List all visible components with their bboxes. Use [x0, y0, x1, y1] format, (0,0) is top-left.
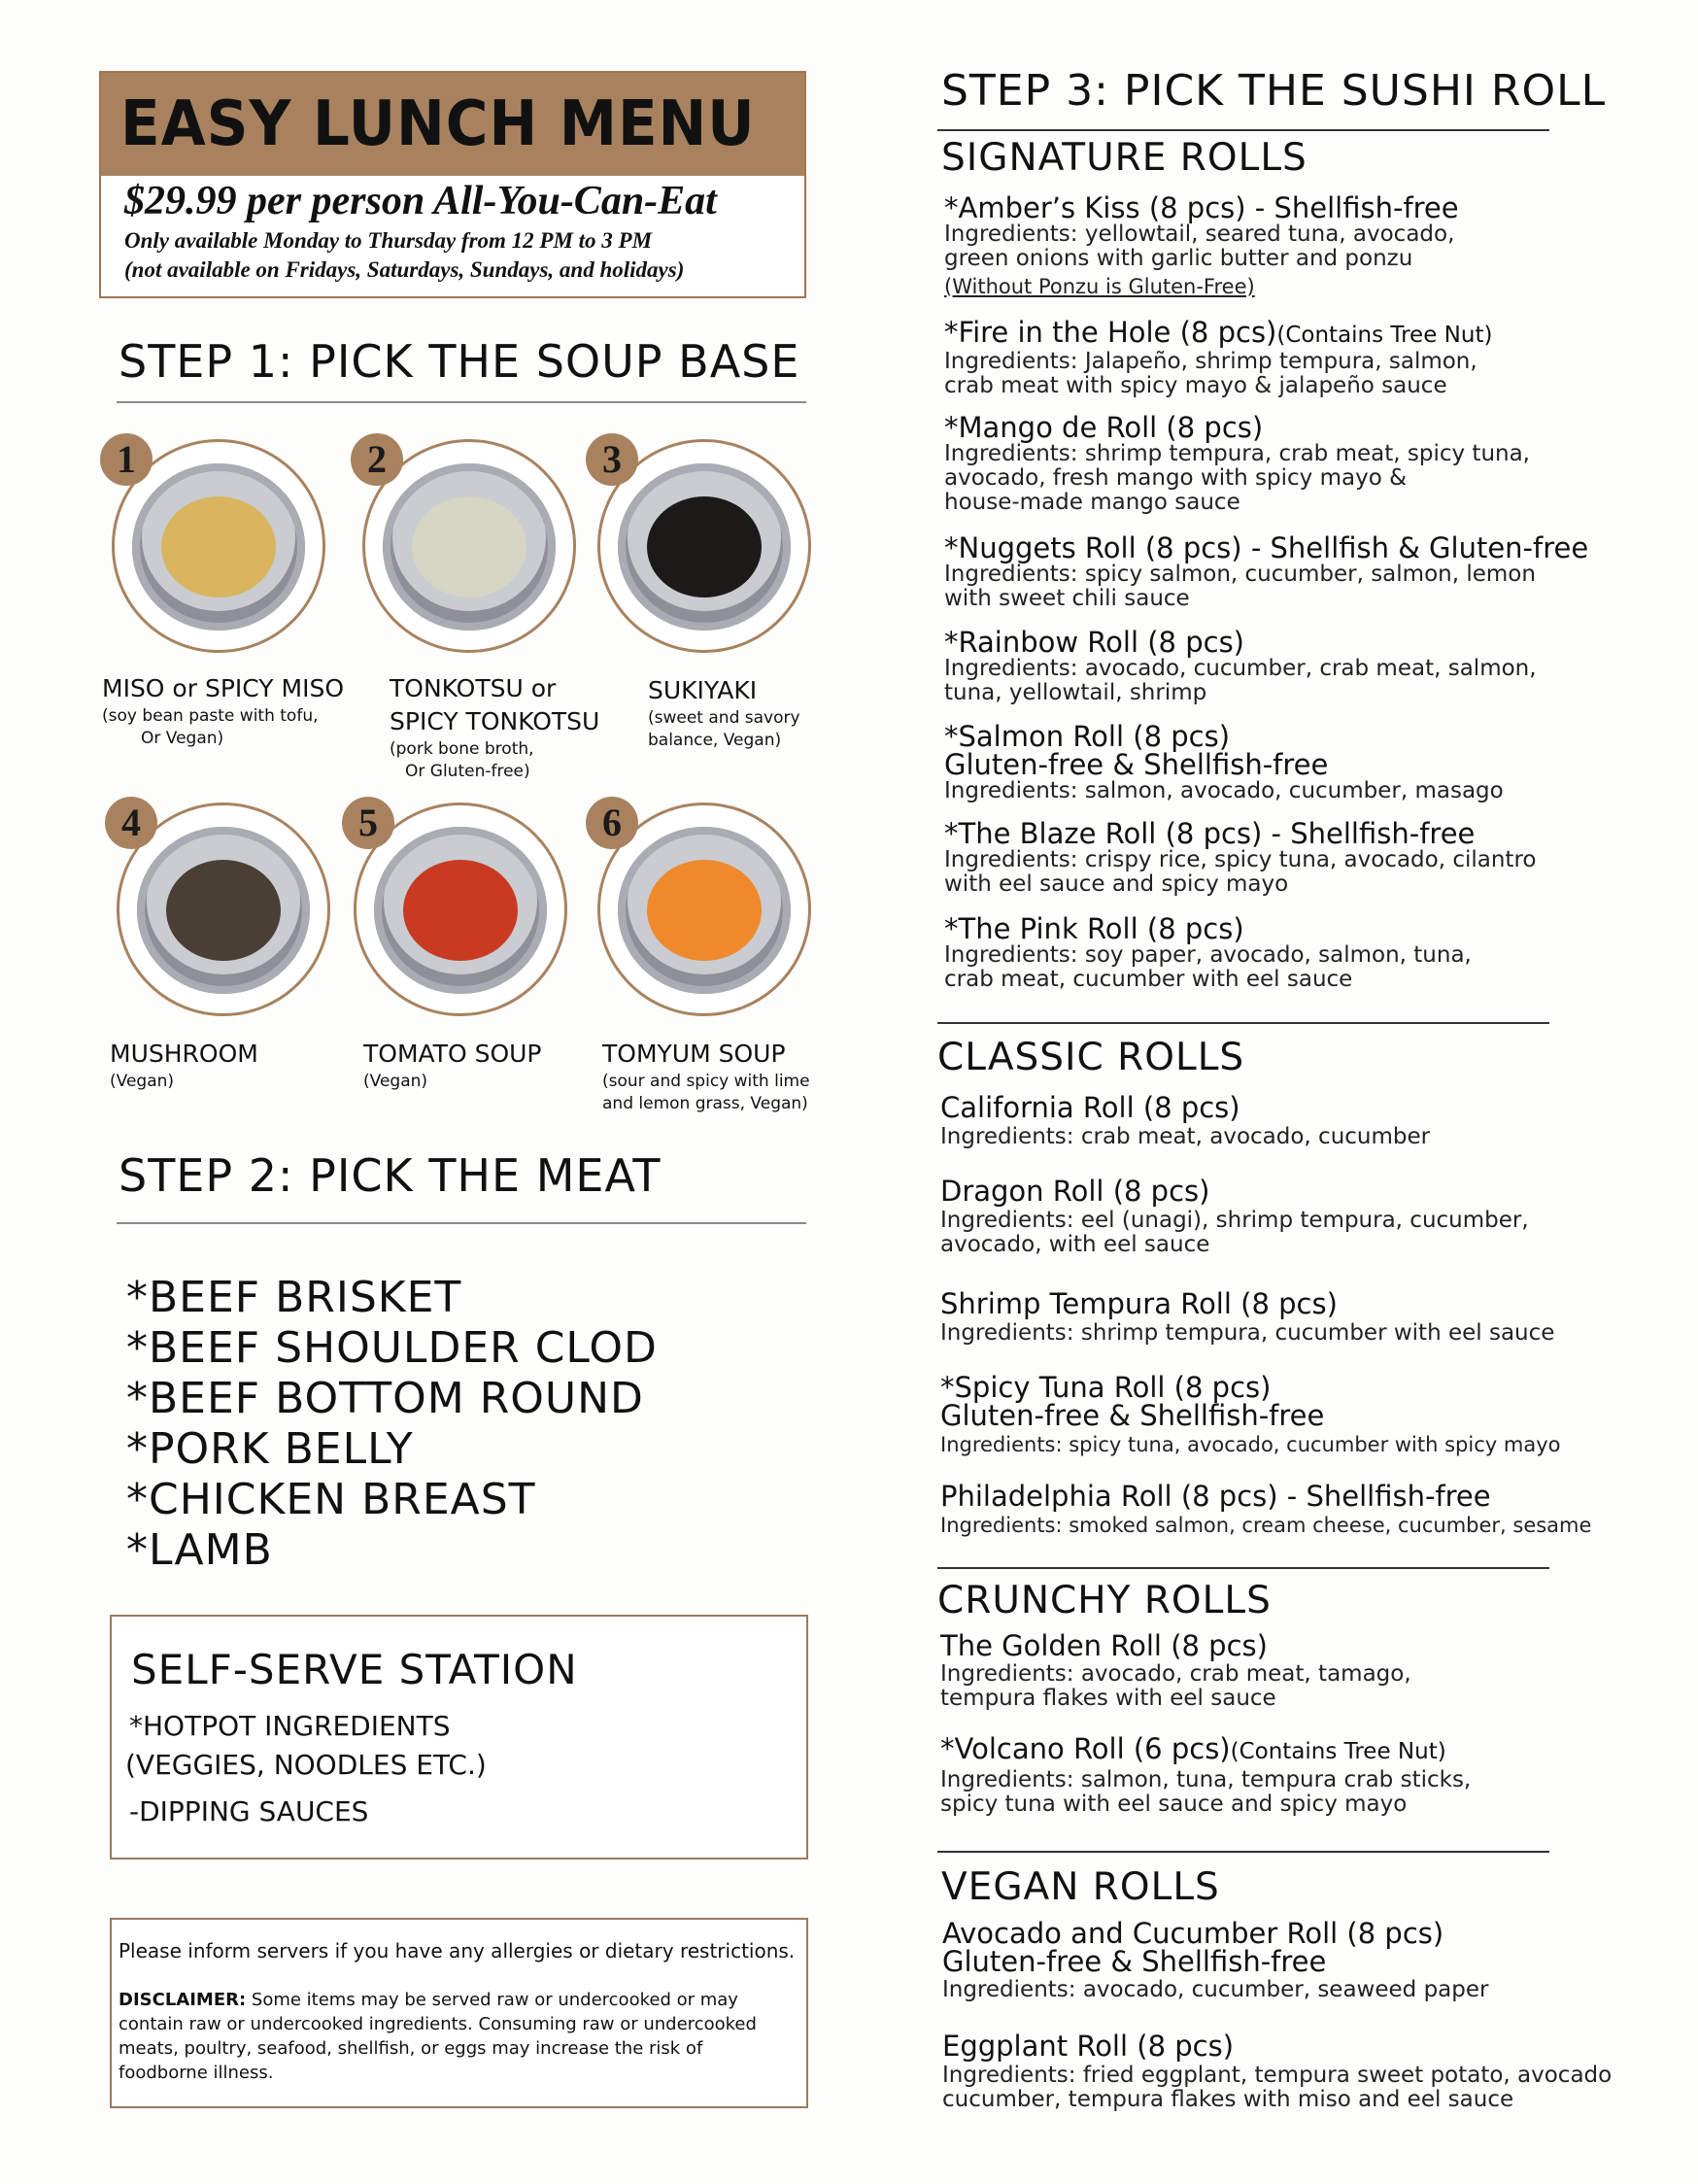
roll-item[interactable] [940, 1480, 1620, 1538]
roll-ingredients: Ingredients: salmon, tuna, tempura crab sticks, [940, 1767, 1472, 1792]
roll-ingredients: Ingredients: eel (unagi), shrimp tempura, cucumber, [940, 1208, 1529, 1233]
step1-heading: STEP 1: PICK THE SOUP BASE [119, 335, 800, 388]
soup-label-1 [102, 672, 344, 750]
roll-ingredients: with sweet chili sauce [944, 586, 1190, 611]
meat-item[interactable]: *LAMB [126, 1525, 273, 1575]
roll-item[interactable] [940, 1629, 1620, 1711]
roll-name: *Salmon Roll (8 pcs) [944, 720, 1231, 753]
title-band [101, 73, 804, 176]
meat-item[interactable]: *BEEF SHOULDER CLOD [126, 1323, 658, 1373]
menu-title: EASY LUNCH MENU [120, 88, 756, 160]
roll-name: *Spicy Tuna Roll (8 pcs) [940, 1371, 1272, 1404]
roll-ingredients: avocado, fresh mango with spicy mayo & [944, 465, 1408, 491]
roll-name: The Golden Roll (8 pcs) [940, 1629, 1268, 1662]
soup-name: MUSHROOM [110, 1040, 258, 1068]
step2-heading: STEP 2: PICK THE MEAT [119, 1149, 662, 1202]
soup-bowl-1[interactable] [112, 439, 325, 653]
title-box [99, 71, 806, 298]
soup-note: (soy bean paste with tofu, [102, 706, 319, 726]
self-serve-box [110, 1615, 808, 1860]
signature-rolls [944, 191, 1624, 1010]
roll-ingredients: Ingredients: smoked salmon, cream cheese, cucumber, sesame [940, 1514, 1592, 1537]
self-serve-line: (VEGGIES, NOODLES ETC.) [125, 1749, 487, 1781]
soup-label-3 [648, 674, 800, 752]
roll-item[interactable] [944, 191, 1624, 299]
price: $29.99 per person All-You-Can-Eat [124, 179, 717, 223]
allergy-notice: Please inform servers if you have any allergies or dietary restrictions. [119, 1939, 796, 1962]
roll-ingredients: Ingredients: salmon, avocado, cucumber, masago [944, 778, 1504, 803]
disclaimer-line: contain raw or undercooked ingredients. Consuming raw or undercooked [119, 2014, 757, 2034]
soup-bowl-6[interactable] [597, 802, 811, 1016]
divider [937, 1567, 1549, 1569]
soup-note: (Vegan) [363, 1072, 428, 1091]
pot-icon [383, 463, 556, 631]
roll-item[interactable] [940, 1371, 1620, 1457]
roll-item[interactable] [944, 912, 1624, 992]
soup-note: (pork bone broth, [390, 739, 534, 759]
divider [937, 129, 1549, 131]
soup-bowl-2[interactable] [362, 439, 576, 653]
classic-rolls [940, 1091, 1620, 1551]
broth [647, 496, 762, 597]
roll-ingredients: Ingredients: Jalapeño, shrimp tempura, salmon, [944, 349, 1477, 374]
soup-bowl-5[interactable] [354, 802, 567, 1016]
soup-name: SUKIYAKI [648, 676, 758, 704]
pot-icon [137, 827, 310, 994]
meat-item[interactable]: *BEEF BOTTOM ROUND [126, 1374, 644, 1423]
step3-heading: STEP 3: PICK THE SUSHI ROLL [941, 66, 1607, 116]
roll-item[interactable] [940, 1287, 1620, 1346]
roll-name: Philadelphia Roll (8 pcs) - Shellfish-free [940, 1480, 1491, 1513]
disclaimer-line: meats, poultry, seafood, shellfish, or eggs may increase the risk of [119, 2038, 703, 2059]
soup-note: Or Vegan) [141, 729, 224, 748]
roll-name: Eggplant Roll (8 pcs) [942, 2030, 1235, 2063]
roll-item[interactable] [944, 316, 1624, 398]
disclaimer-text: Some items may be served raw or undercooked or may [246, 1990, 738, 2010]
soup-number: 4 [105, 797, 157, 849]
roll-item[interactable] [942, 1917, 1622, 2002]
classic-heading: CLASSIC ROLLS [937, 1036, 1245, 1079]
soup-note: and lemon grass, Vegan) [602, 1094, 808, 1113]
roll-ingredients: with eel sauce and spicy mayo [944, 871, 1289, 897]
roll-name: *Mango de Roll (8 pcs) [944, 411, 1264, 444]
exclusions: (not available on Fridays, Saturdays, Sundays, and holidays) [124, 257, 685, 282]
soup-name: MISO or SPICY MISO [102, 674, 344, 702]
soup-note: (Vegan) [110, 1072, 175, 1091]
vegan-heading: VEGAN ROLLS [941, 1865, 1220, 1909]
pot-icon [618, 827, 791, 994]
roll-ingredients: Ingredients: fried eggplant, tempura sweet potato, avocado [942, 2063, 1613, 2088]
roll-name: *Fire in the Hole (8 pcs) [944, 316, 1277, 349]
broth [412, 496, 526, 597]
roll-name: Avocado and Cucumber Roll (8 pcs) [942, 1917, 1444, 1950]
roll-ingredients: Ingredients: spicy salmon, cucumber, salmon, lemon [944, 562, 1536, 587]
self-serve-line: -DIPPING SAUCES [129, 1795, 369, 1827]
soup-number: 1 [100, 433, 153, 486]
crunchy-heading: CRUNCHY ROLLS [937, 1579, 1272, 1622]
roll-name: Dragon Roll (8 pcs) [940, 1175, 1210, 1208]
signature-heading: SIGNATURE ROLLS [941, 136, 1307, 180]
crunchy-rolls [940, 1629, 1620, 1826]
pot-icon [618, 463, 791, 631]
roll-name-line2: Gluten-free & Shellfish-free [942, 1945, 1327, 1978]
meat-item[interactable]: *BEEF BRISKET [126, 1273, 462, 1322]
roll-name: Shrimp Tempura Roll (8 pcs) [940, 1287, 1338, 1320]
meat-item[interactable]: *CHICKEN BREAST [126, 1475, 536, 1524]
divider [117, 1222, 806, 1224]
roll-name: *Rainbow Roll (8 pcs) [944, 626, 1244, 659]
roll-ingredients: crab meat with spicy mayo & jalapeño sauce [944, 373, 1447, 398]
roll-ingredients: Ingredients: avocado, cucumber, crab meat, salmon, [944, 656, 1537, 681]
roll-ingredients: tuna, yellowtail, shrimp [944, 680, 1207, 705]
soup-label-2 [390, 672, 599, 783]
roll-ingredients: tempura flakes with eel sauce [940, 1686, 1276, 1711]
roll-item[interactable] [944, 626, 1624, 705]
vegan-rolls [942, 1917, 1661, 2124]
soup-label-4 [110, 1038, 258, 1093]
broth [647, 860, 762, 961]
roll-ingredients: Ingredients: soy paper, avocado, salmon, tuna, [944, 942, 1472, 968]
roll-ingredients: green onions with garlic butter and ponzu [944, 246, 1413, 271]
roll-item[interactable] [940, 1177, 1620, 1257]
soup-bowl-4[interactable] [117, 802, 330, 1016]
roll-name: *The Pink Roll (8 pcs) [944, 912, 1244, 945]
meat-list [126, 1273, 658, 1576]
divider [937, 1851, 1549, 1853]
roll-note: (Without Ponzu is Gluten-Free) [944, 275, 1255, 298]
availability: Only available Monday to Thursday from 12 PM to 3 PM [124, 228, 653, 253]
roll-ingredients: Ingredients: crab meat, avocado, cucumber [940, 1124, 1431, 1149]
roll-item[interactable] [942, 2032, 1622, 2112]
disclaimer-line [119, 1988, 738, 2012]
soup-label-5 [363, 1038, 542, 1093]
roll-name-line [940, 1732, 1620, 1766]
soup-note: (sour and spicy with lime [602, 1072, 810, 1091]
pot-icon [374, 827, 547, 994]
divider [937, 1022, 1549, 1024]
roll-name: *Nuggets Roll (8 pcs) - Shellfish & Gluten-free [944, 531, 1589, 564]
allergen-tag: (Contains Tree Nut) [1276, 323, 1493, 348]
disclaimer-box [110, 1918, 808, 2108]
roll-ingredients: house-made mango sauce [944, 490, 1240, 515]
roll-item[interactable] [944, 720, 1624, 803]
roll-item[interactable] [940, 1091, 1620, 1149]
roll-ingredients: Ingredients: shrimp tempura, cucumber with eel sauce [940, 1320, 1555, 1346]
roll-name: *Amber’s Kiss (8 pcs) - Shellfish-free [944, 191, 1459, 224]
soup-name: TOMATO SOUP [363, 1040, 542, 1068]
broth [403, 860, 518, 961]
allergen-tag: (Contains Tree Nut) [1230, 1739, 1446, 1764]
soup-name: TONKOTSU or [390, 674, 557, 702]
soup-number: 2 [351, 433, 403, 486]
roll-name-line2: Gluten-free & Shellfish-free [940, 1399, 1325, 1432]
roll-ingredients: Ingredients: avocado, cucumber, seaweed paper [942, 1977, 1489, 2002]
soup-note: Or Gluten-free) [405, 762, 530, 781]
roll-ingredients: cucumber, tempura flakes with miso and eel sauce [942, 2087, 1514, 2112]
broth [166, 860, 281, 961]
pot-icon [132, 463, 305, 631]
roll-ingredients: Ingredients: shrimp tempura, crab meat, spicy tuna, [944, 441, 1530, 466]
roll-item[interactable] [944, 411, 1624, 515]
roll-ingredients: crab meat, cucumber with eel sauce [944, 967, 1353, 992]
roll-item[interactable] [944, 817, 1624, 897]
soup-name: TOMYUM SOUP [602, 1040, 786, 1068]
roll-name-line [944, 316, 1624, 350]
meat-item[interactable]: *PORK BELLY [126, 1424, 414, 1474]
soup-label-6 [602, 1038, 810, 1115]
roll-ingredients: Ingredients: crispy rice, spicy tuna, avocado, cilantro [944, 847, 1537, 872]
roll-ingredients: spicy tuna with eel sauce and spicy mayo [940, 1792, 1408, 1817]
roll-ingredients: Ingredients: avocado, crab meat, tamago, [940, 1661, 1411, 1687]
roll-name: California Roll (8 pcs) [940, 1091, 1240, 1124]
roll-name-line2: Gluten-free & Shellfish-free [944, 748, 1329, 781]
soup-number: 5 [342, 797, 394, 849]
roll-item[interactable] [940, 1732, 1620, 1817]
disclaimer-line: foodborne illness. [119, 2063, 274, 2083]
self-serve-line: *HOTPOT INGREDIENTS [129, 1710, 451, 1742]
roll-name: *Volcano Roll (6 pcs) [940, 1732, 1231, 1765]
soup-name-line2: SPICY TONKOTSU [390, 707, 600, 735]
soup-number: 6 [586, 797, 638, 849]
soup-note: (sweet and savory [648, 708, 800, 728]
broth [161, 496, 276, 597]
roll-ingredients: Ingredients: spicy tuna, avocado, cucumber with spicy mayo [940, 1433, 1561, 1456]
roll-ingredients: avocado, with eel sauce [940, 1232, 1210, 1257]
roll-ingredients: Ingredients: yellowtail, seared tuna, avocado, [944, 222, 1455, 247]
roll-item[interactable] [944, 531, 1624, 611]
soup-number: 3 [586, 433, 638, 486]
roll-name: *The Blaze Roll (8 pcs) - Shellfish-free [944, 817, 1476, 850]
self-serve-title: SELF-SERVE STATION [131, 1646, 578, 1693]
soup-bowl-3[interactable] [597, 439, 811, 653]
soup-note: balance, Vegan) [648, 731, 782, 750]
divider [117, 401, 806, 403]
disclaimer-label: DISCLAIMER: [119, 1990, 247, 2010]
